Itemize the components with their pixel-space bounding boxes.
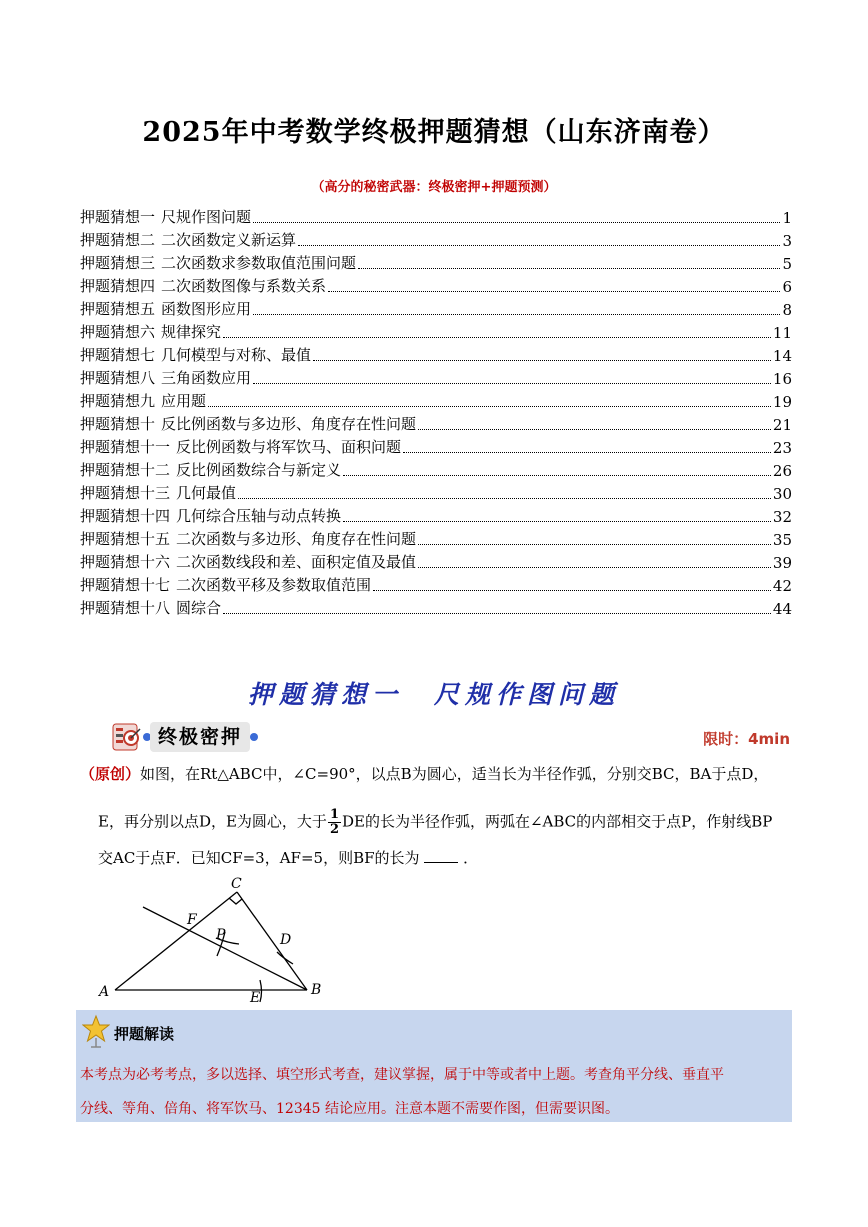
toc-row[interactable] (80, 204, 792, 227)
label-b: B (311, 982, 322, 998)
toc-label: 押题猜想十五 (80, 530, 171, 548)
toc-row[interactable] (80, 273, 792, 296)
toc-row[interactable] (80, 319, 792, 342)
document-title: 2025年中考数学终极押题猜想（山东济南卷） (142, 117, 726, 148)
toc-text: 几何综合压轴与动点转换 (176, 507, 342, 525)
toc-label: 押题猜想十 (80, 415, 156, 433)
toc-page-number: 30 (772, 485, 792, 503)
fraction-one-half (328, 808, 341, 837)
toc-text: 函数图形应用 (161, 300, 252, 318)
label-d: D (280, 932, 292, 948)
toc-label: 押题猜想十八 (80, 599, 171, 617)
document-subtitle: （高分的秘密武器：终极密押+押题预测） (311, 180, 557, 195)
toc-page-number: 21 (772, 416, 792, 434)
label-a: A (99, 984, 110, 1000)
toc-label: 押题猜想十六 (80, 553, 171, 571)
toc-leader-dots (253, 382, 771, 384)
question-text-3a: 交AC于点F．已知CF=3，AF=5，则BF的长为 (98, 849, 420, 867)
toc-page-number: 11 (772, 324, 792, 342)
question-text-2a: E，再分别以点D，E为圆心，大于 (98, 812, 327, 831)
toc-label: 押题猜想一 (80, 208, 156, 226)
label-e: E (250, 990, 261, 1006)
toc-leader-dots (373, 589, 771, 591)
question-line-3 (98, 848, 818, 868)
question-tag: （原创） (80, 765, 141, 783)
toc-leader-dots (403, 451, 771, 453)
toc-row[interactable] (80, 227, 792, 250)
segment-cb (237, 892, 307, 990)
toc-leader-dots (223, 612, 771, 614)
toc-row[interactable] (80, 480, 792, 503)
toc-page-number: 6 (782, 278, 792, 296)
toc-text: 几何最值 (176, 484, 237, 502)
toc-leader-dots (358, 267, 780, 269)
toc-label: 押题猜想十二 (80, 461, 171, 479)
toc-label: 押题猜想七 (80, 346, 156, 364)
right-angle-mark (229, 898, 242, 904)
toc-label: 押题猜想五 (80, 300, 156, 318)
fraction-numerator: 1 (329, 807, 339, 822)
toc-leader-dots (253, 313, 780, 315)
toc-leader-dots (418, 543, 771, 545)
toc-text: 规律探究 (161, 323, 222, 341)
toc-leader-dots (343, 520, 771, 522)
answer-blank (424, 848, 458, 863)
toc-label: 押题猜想十七 (80, 576, 171, 594)
toc-row[interactable] (80, 296, 792, 319)
toc-page-number: 5 (782, 255, 792, 273)
toc-text: 尺规作图问题 (161, 208, 252, 226)
toc-text: 二次函数线段和差、面积定值及最值 (176, 553, 417, 571)
toc-page-number: 32 (772, 508, 792, 526)
fraction-denominator: 2 (329, 822, 339, 837)
toc-text: 二次函数与多边形、角度存在性问题 (176, 530, 417, 548)
toc-text: 二次函数求参数取值范围问题 (161, 254, 357, 272)
toc-page-number: 19 (772, 393, 792, 411)
toc-text: 二次函数定义新运算 (161, 231, 297, 249)
toc-leader-dots (238, 497, 771, 499)
toc-leader-dots (418, 566, 771, 568)
toc-leader-dots (313, 359, 771, 361)
toc-page-number: 42 (772, 577, 792, 595)
interpretation-title: 押题解读 (114, 1025, 175, 1043)
time-limit: 限时：4min (703, 730, 790, 748)
toc-page-number: 35 (772, 531, 792, 549)
toc-leader-dots (343, 474, 771, 476)
toc-label: 押题猜想四 (80, 277, 156, 295)
toc-text: 三角函数应用 (161, 369, 252, 387)
toc-label: 押题猜想十四 (80, 507, 171, 525)
toc-leader-dots (223, 336, 771, 338)
interpretation-line-2: 分线、等角、倍角、将军饮马、12345 结论应用。注意本题不需要作图，但需要识图。 (80, 1101, 619, 1117)
toc-page-number: 39 (772, 554, 792, 572)
toc-text: 应用题 (161, 392, 207, 410)
toc-label: 押题猜想十三 (80, 484, 171, 502)
toc-label: 押题猜想三 (80, 254, 156, 272)
toc-text: 几何模型与对称、最值 (161, 346, 312, 364)
table-of-contents (80, 204, 792, 618)
toc-page-number: 1 (782, 209, 792, 227)
toc-leader-dots (418, 428, 771, 430)
toc-page-number: 44 (772, 600, 792, 618)
toc-text: 反比例函数与多边形、角度存在性问题 (161, 415, 417, 433)
toc-page-number: 26 (772, 462, 792, 480)
toc-text: 反比例函数综合与新定义 (176, 461, 342, 479)
section-title: 押题猜想一 尺规作图问题 (247, 680, 620, 709)
toc-label: 押题猜想六 (80, 323, 156, 341)
toc-row[interactable] (80, 503, 792, 526)
toc-label: 押题猜想二 (80, 231, 156, 249)
toc-row[interactable] (80, 388, 792, 411)
question-text-3b: ． (463, 849, 479, 867)
question-text-1: 如图，在Rt△ABC中，∠C=90°，以点B为圆心，适当长为半径作弧，分别交BC，BA于点D， (140, 765, 769, 783)
toc-leader-dots (298, 244, 780, 246)
target-icon (112, 721, 142, 753)
toc-row[interactable] (80, 411, 792, 434)
toc-page-number: 16 (772, 370, 792, 388)
toc-leader-dots (328, 290, 780, 292)
geometry-figure (95, 872, 335, 1007)
toc-row[interactable] (80, 549, 792, 572)
label-p: P (216, 927, 226, 943)
toc-row[interactable] (80, 342, 792, 365)
toc-row[interactable] (80, 434, 792, 457)
question-line-1 (80, 764, 800, 784)
toc-row[interactable] (80, 457, 792, 480)
toc-row[interactable] (80, 572, 792, 595)
toc-page-number: 8 (782, 301, 792, 319)
toc-page-number: 14 (772, 347, 792, 365)
section-badge: 终极密押 (150, 722, 250, 752)
toc-page-number: 23 (772, 439, 792, 457)
star-icon (82, 1014, 110, 1048)
toc-label: 押题猜想十一 (80, 438, 171, 456)
toc-leader-dots (253, 221, 780, 223)
toc-text: 反比例函数与将军饮马、面积问题 (176, 438, 402, 456)
question-line-2 (98, 808, 818, 837)
toc-text: 二次函数平移及参数取值范围 (176, 576, 372, 594)
interpretation-line-1: 本考点为必考考点，多以选择、填空形式考查，建议掌握，属于中等或者中上题。考查角平分线、垂直平 (80, 1067, 724, 1083)
toc-page-number: 3 (782, 232, 792, 250)
toc-leader-dots (208, 405, 771, 407)
toc-label: 押题猜想八 (80, 369, 156, 387)
badge-right-dot (250, 733, 258, 741)
label-c: C (231, 876, 242, 892)
label-f: F (187, 912, 197, 928)
question-text-2b: DE的长为半径作弧，两弧在∠ABC的内部相交于点P，作射线BP (341, 812, 773, 831)
toc-label: 押题猜想九 (80, 392, 156, 410)
toc-row[interactable] (80, 250, 792, 273)
toc-row[interactable] (80, 595, 792, 618)
toc-row[interactable] (80, 526, 792, 549)
toc-row[interactable] (80, 365, 792, 388)
arc-d (277, 952, 293, 964)
toc-text: 圆综合 (176, 599, 222, 617)
toc-text: 二次函数图像与系数关系 (161, 277, 327, 295)
